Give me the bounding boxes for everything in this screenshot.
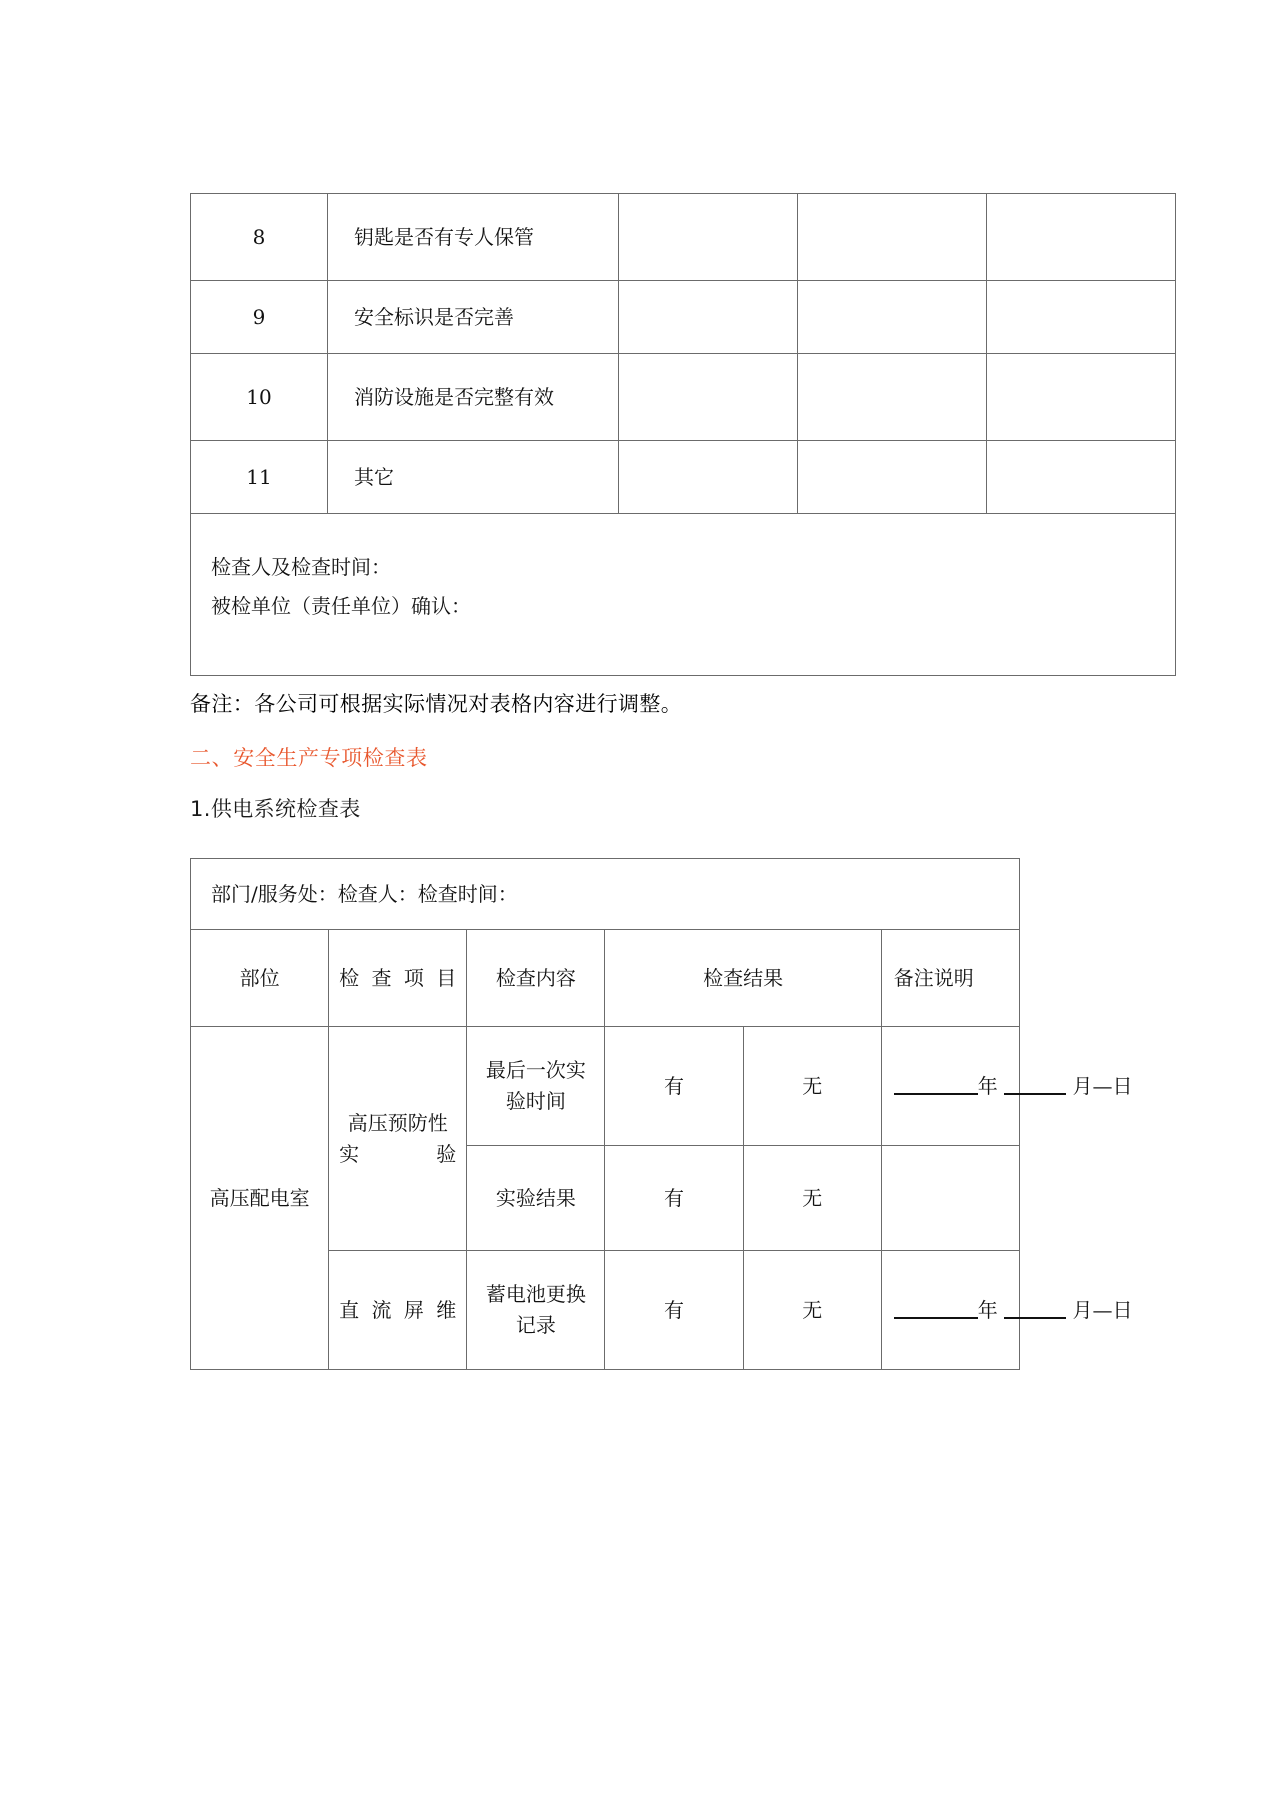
section-heading: 二、安全生产专项检查表 [190,746,428,770]
row-action-cell[interactable] [987,354,1176,441]
cell-remark-empty[interactable] [881,1146,1019,1251]
cell-result-yes[interactable]: 有 [605,1146,743,1251]
header-content: 检查内容 [467,930,605,1027]
row-action-cell[interactable] [987,194,1176,281]
date-blank-group [894,1298,1133,1322]
header-remark: 备注说明 [881,930,1019,1027]
cell-result-no[interactable]: 无 [743,1146,881,1251]
row-item-cell: 其它 [328,441,619,514]
row-status-cell[interactable] [619,441,798,514]
cell-remark-date[interactable] [881,1027,1133,1146]
row-number-cell: 11 [191,441,328,514]
inspector-signature-line: 检查人及检查时间： [211,554,391,579]
cell-project-hv-test: 高压预防性实验 [329,1027,467,1251]
table-row [191,194,1176,281]
table-row [191,441,1176,514]
row-status-cell[interactable] [619,354,798,441]
header-result: 检查结果 [605,930,881,1027]
month-day-label: 月—日 [1072,1297,1133,1322]
row-status-cell[interactable] [619,194,798,281]
remark-note: 备注：各公司可根据实际情况对表格内容进行调整。 [190,692,683,716]
cell-part-label: 高压配电室 [191,1027,329,1370]
unit-confirmation-line: 被检单位（责任单位）确认： [211,593,471,618]
inspection-table-continued [190,193,1176,676]
date-blank-group [894,1074,1133,1098]
power-supply-inspection-table [190,858,1133,1370]
row-problem-cell[interactable] [798,441,987,514]
cell-content-last-test-time: 最后一次实验时间 [467,1027,605,1146]
table-header-row [191,930,1020,1027]
table-info-row [191,859,1020,930]
year-blank[interactable] [894,1297,978,1319]
row-status-cell[interactable] [619,281,798,354]
row-item-cell: 钥匙是否有专人保管 [328,194,619,281]
cell-result-no[interactable]: 无 [743,1027,881,1146]
department-inspector-time-line[interactable]: 部门/服务处：检查人：检查时间： [191,859,1020,930]
header-project: 检查项目 [329,930,467,1027]
cell-content-battery-replacement: 蓄电池更换记录 [467,1251,605,1370]
cell-remark-date[interactable] [881,1251,1133,1370]
month-blank[interactable] [1004,1297,1066,1319]
year-label: 年 [977,1073,998,1098]
cell-project-dc-panel: 直流屏维 [329,1251,467,1370]
row-problem-cell[interactable] [798,281,987,354]
cell-result-yes[interactable]: 有 [605,1251,743,1370]
signature-row [191,514,1176,676]
cell-content-test-result: 实验结果 [467,1146,605,1251]
row-item-cell: 安全标识是否完善 [328,281,619,354]
cell-result-yes[interactable]: 有 [605,1027,743,1146]
row-problem-cell[interactable] [798,354,987,441]
sub-heading: 1.供电系统检查表 [190,797,361,821]
year-label: 年 [977,1297,998,1322]
row-problem-cell[interactable] [798,194,987,281]
year-blank[interactable] [894,1073,978,1095]
table-row [191,281,1176,354]
month-day-label: 月—日 [1072,1073,1133,1098]
row-number-cell: 8 [191,194,328,281]
row-number-cell: 9 [191,281,328,354]
header-part: 部位 [191,930,329,1027]
row-action-cell[interactable] [987,281,1176,354]
table-row [191,354,1176,441]
row-item-cell: 消防设施是否完整有效 [328,354,619,441]
signature-cell[interactable] [191,514,1176,676]
table-row [191,1027,1020,1146]
cell-result-no[interactable]: 无 [743,1251,881,1370]
row-number-cell: 10 [191,354,328,441]
month-blank[interactable] [1004,1073,1066,1095]
row-action-cell[interactable] [987,441,1176,514]
